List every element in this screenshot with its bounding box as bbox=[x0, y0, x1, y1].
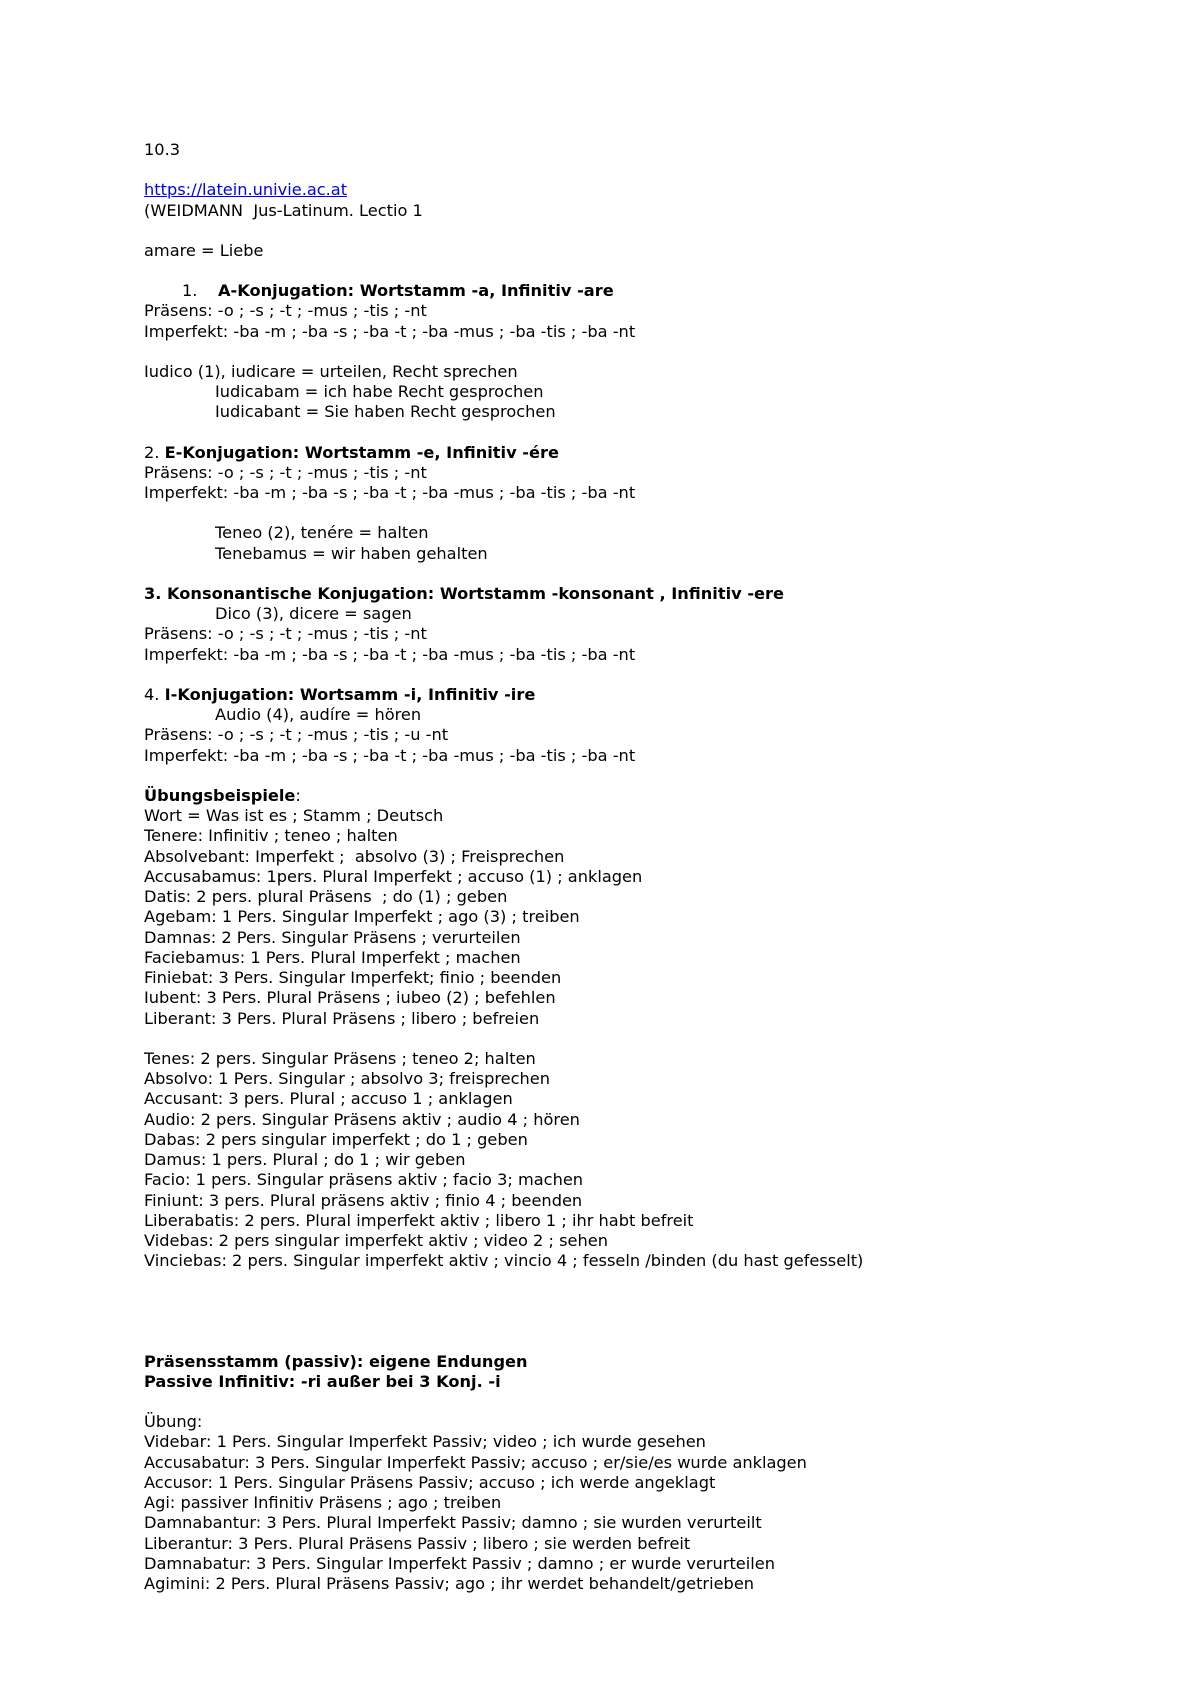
section-1-heading bbox=[144, 281, 1124, 301]
section-2-imperfekt: Imperfekt: -ba -m ; -ba -s ; -ba -t ; -ba -mus ; -ba -tis ; -ba -nt bbox=[144, 483, 636, 502]
exercise-line: Finiebat: 3 Pers. Singular Imperfekt; finio ; beenden bbox=[144, 968, 562, 987]
exercise-line: Iubent: 3 Pers. Plural Präsens ; iubeo (2) ; befehlen bbox=[144, 988, 556, 1008]
exercises-list-2 bbox=[144, 1049, 1124, 1272]
section-3-imperfekt: Imperfekt: -ba -m ; -ba -s ; -ba -t ; -ba -mus ; -ba -tis ; -ba -nt bbox=[144, 644, 636, 664]
section-4-example: Audio (4), audíre = hören bbox=[215, 705, 422, 724]
spacer bbox=[144, 1029, 1124, 1049]
exercise-line: Liberant: 3 Pers. Plural Präsens ; libero ; befreien bbox=[144, 1008, 540, 1028]
exercise-line: Liberabatis: 2 pers. Plural imperfekt aktiv ; libero 1 ; ihr habt befreit bbox=[144, 1210, 694, 1230]
section-3-title: 3. Konsonantische Konjugation: Wortstamm -konsonant , Infinitiv -ere bbox=[144, 583, 784, 603]
exercise-line: Agebam: 1 Pers. Singular Imperfekt ; ago (3) ; treiben bbox=[144, 907, 580, 927]
exercise-line: Damus: 1 pers. Plural ; do 1 ; wir geben bbox=[144, 1150, 466, 1169]
section-2-example: Tenebamus = wir haben gehalten bbox=[215, 543, 488, 563]
exercise-line: Agimini: 2 Pers. Plural Präsens Passiv; ago ; ihr werdet behandelt/getrieben bbox=[144, 1574, 755, 1593]
exercise-line: Audio: 2 pers. Singular Präsens aktiv ; audio 4 ; hören bbox=[144, 1109, 580, 1129]
exercise-line: Damnabantur: 3 Pers. Plural Imperfekt Passiv; damno ; sie wurden verurteilt bbox=[144, 1513, 762, 1533]
passive-title-2: Passive Infinitiv: -ri außer bei 3 Konj. -i bbox=[144, 1371, 501, 1391]
section-4-praesens: Präsens: -o ; -s ; -t ; -mus ; -tis ; -u -nt bbox=[144, 725, 449, 745]
exercise-line: Absolvo: 1 Pers. Singular ; absolvo 3; freisprechen bbox=[144, 1069, 550, 1088]
spacer bbox=[144, 1292, 1124, 1312]
passive-exercise-list bbox=[144, 1432, 1124, 1594]
section-1-example: Iudicabam = ich habe Recht gesprochen bbox=[215, 382, 544, 401]
section-2-heading bbox=[144, 443, 1124, 463]
exercise-line: Accusabamus: 1pers. Plural Imperfekt ; accuso (1) ; anklagen bbox=[144, 866, 643, 886]
section-2-number: 2. bbox=[144, 442, 160, 462]
section-2-example: Teneo (2), tenére = halten bbox=[215, 523, 429, 543]
section-1-imperfekt: Imperfekt: -ba -m ; -ba -s ; -ba -t ; -ba -mus ; -ba -tis ; -ba -nt bbox=[144, 321, 636, 341]
exercises-heading bbox=[144, 786, 1124, 806]
exercise-line: Vinciebas: 2 pers. Singular imperfekt aktiv ; vincio 4 ; fesseln /binden (du hast gefesselt) bbox=[144, 1251, 864, 1271]
exercise-line: Faciebamus: 1 Pers. Plural Imperfekt ; machen bbox=[144, 947, 521, 967]
passive-title-1: Präsensstamm (passiv): eigene Endungen bbox=[144, 1351, 528, 1371]
exercise-line: Accusor: 1 Pers. Singular Präsens Passiv; accuso ; ich werde angeklagt bbox=[144, 1472, 716, 1492]
spacer bbox=[144, 503, 1124, 523]
course-link[interactable]: https://latein.univie.ac.at bbox=[144, 180, 348, 200]
spacer bbox=[144, 1312, 1124, 1332]
exercises-colon: : bbox=[295, 785, 301, 805]
exercise-line: Absolvebant: Imperfekt ; absolvo (3) ; Freisprechen bbox=[144, 846, 565, 866]
section-4-title: I-Konjugation: Wortsamm -i, Infinitiv -ire bbox=[164, 684, 536, 704]
exercise-line: Damnabatur: 3 Pers. Singular Imperfekt Passiv ; damno ; er wurde verurteilen bbox=[144, 1553, 775, 1573]
spacer bbox=[144, 1392, 1124, 1412]
exercise-line: Accusabatur: 3 Pers. Singular Imperfekt Passiv; accuso ; er/sie/es wurde anklagen bbox=[144, 1452, 807, 1472]
document-page bbox=[144, 140, 1124, 1594]
spacer bbox=[144, 665, 1124, 685]
spacer bbox=[144, 1332, 1124, 1352]
section-2-title: E-Konjugation: Wortstamm -e, Infinitiv -ére bbox=[164, 442, 559, 462]
exercise-line: Finiunt: 3 pers. Plural präsens aktiv ; finio 4 ; beenden bbox=[144, 1190, 583, 1210]
spacer bbox=[144, 423, 1124, 443]
exercise-line: Datis: 2 pers. plural Präsens ; do (1) ; geben bbox=[144, 887, 508, 906]
section-3-praesens: Präsens: -o ; -s ; -t ; -mus ; -tis ; -nt bbox=[144, 624, 427, 644]
exercises-title: Übungsbeispiele bbox=[144, 785, 296, 805]
source-line: (WEIDMANN Jus-Latinum. Lectio 1 bbox=[144, 200, 423, 220]
exercise-line: Liberantur: 3 Pers. Plural Präsens Passiv ; libero ; sie werden befreit bbox=[144, 1533, 691, 1553]
spacer bbox=[144, 221, 1124, 241]
passive-exercise-heading: Übung: bbox=[144, 1412, 203, 1431]
exercise-line: Dabas: 2 pers singular imperfekt ; do 1 ; geben bbox=[144, 1129, 528, 1149]
section-4-heading bbox=[144, 685, 1124, 705]
section-1-example: Iudico (1), iudicare = urteilen, Recht sprechen bbox=[144, 361, 518, 381]
section-3-example: Dico (3), dicere = sagen bbox=[215, 604, 412, 623]
exercises-list bbox=[144, 806, 1124, 1029]
exercise-line: Damnas: 2 Pers. Singular Präsens ; verurteilen bbox=[144, 927, 521, 947]
section-2-praesens: Präsens: -o ; -s ; -t ; -mus ; -tis ; -nt bbox=[144, 462, 427, 482]
section-4-imperfekt: Imperfekt: -ba -m ; -ba -s ; -ba -t ; -ba -mus ; -ba -tis ; -ba -nt bbox=[144, 745, 636, 765]
exercise-line: Tenes: 2 pers. Singular Präsens ; teneo 2; halten bbox=[144, 1048, 536, 1068]
exercise-line: Agi: passiver Infinitiv Präsens ; ago ; treiben bbox=[144, 1493, 502, 1512]
exercise-line: Videbas: 2 pers singular imperfekt aktiv ; video 2 ; sehen bbox=[144, 1231, 608, 1250]
spacer bbox=[144, 261, 1124, 281]
section-4-number: 4. bbox=[144, 684, 160, 704]
date-line: 10.3 bbox=[144, 140, 181, 159]
section-1-example: Iudicabant = Sie haben Recht gesprochen bbox=[215, 402, 556, 422]
exercise-line: Wort = Was ist es ; Stamm ; Deutsch bbox=[144, 806, 444, 825]
section-1-praesens: Präsens: -o ; -s ; -t ; -mus ; -tis ; -nt bbox=[144, 301, 427, 321]
exercise-line: Facio: 1 pers. Singular präsens aktiv ; facio 3; machen bbox=[144, 1170, 584, 1190]
spacer bbox=[144, 564, 1124, 584]
spacer bbox=[144, 160, 1124, 180]
amare-line: amare = Liebe bbox=[144, 240, 264, 260]
link-line bbox=[144, 180, 1124, 200]
section-1-number: 1. bbox=[182, 281, 198, 300]
spacer bbox=[144, 766, 1124, 786]
section-1-title: A-Konjugation: Wortstamm -a, Infinitiv -are bbox=[218, 281, 614, 300]
spacer bbox=[144, 1272, 1124, 1292]
spacer bbox=[144, 342, 1124, 362]
exercise-line: Accusant: 3 pers. Plural ; accuso 1 ; anklagen bbox=[144, 1089, 513, 1109]
exercise-line: Tenere: Infinitiv ; teneo ; halten bbox=[144, 826, 398, 846]
exercise-line: Videbar: 1 Pers. Singular Imperfekt Passiv; video ; ich wurde gesehen bbox=[144, 1432, 706, 1452]
